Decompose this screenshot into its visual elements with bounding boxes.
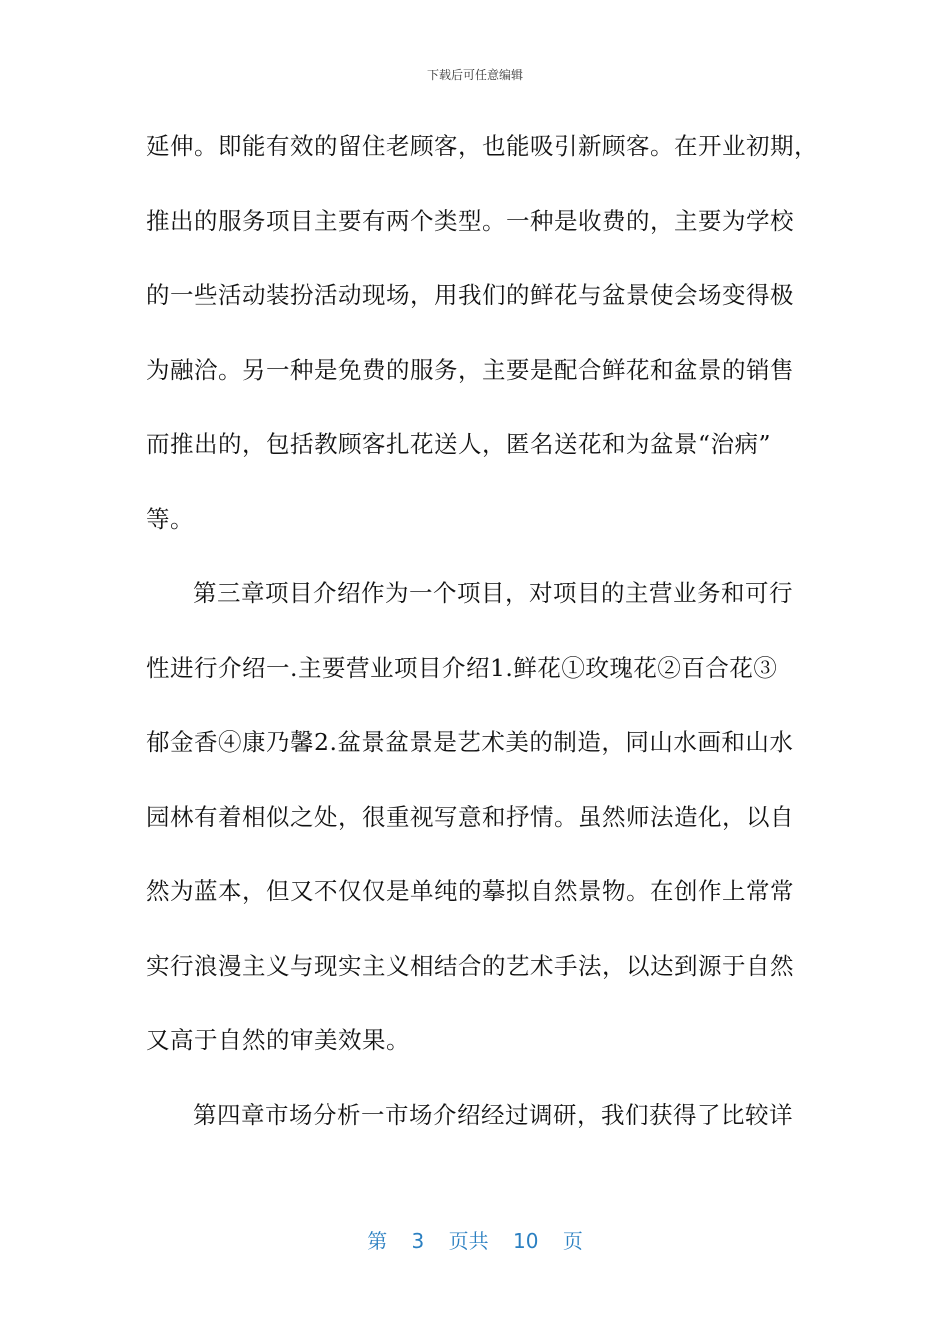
paragraph-start-chapter-3: 第三章项目介绍作为一个项目，对项目的主营业务和可行: [193, 579, 793, 607]
footer-prefix: 第: [367, 1229, 388, 1253]
text-line: 园林有着相似之处，很重视写意和抒情。虽然师法造化，以自: [146, 802, 794, 831]
text-line: 郁金香④康乃馨2.盆景盆景是艺术美的制造，同山水画和山水: [146, 728, 794, 756]
document-body: [146, 117, 818, 1160]
text-line: 的一些活动装扮活动现场，用我们的鲜花与盆景使会场变得极: [146, 281, 794, 309]
text-line: 延伸。即能有效的留住老顾客，也能吸引新顾客。在开业初期，: [146, 132, 818, 160]
text-line: 又高于自然的审美效果。: [146, 1026, 410, 1054]
footer-middle: 页共: [448, 1229, 489, 1253]
text-line: 然为蓝本，但又不仅仅是单纯的摹拟自然景物。在创作上常常: [146, 877, 794, 905]
page-header-note: 下载后可任意编辑: [426, 68, 523, 82]
text-line: 而推出的，包括教顾客扎花送人，匿名送花和为盆景“治病”: [146, 430, 772, 458]
paragraph-start-chapter-4: 第四章市场分析一市场介绍经过调研，我们获得了比较详: [193, 1100, 793, 1129]
text-line: 实行浪漫主义与现实主义相结合的艺术手法，以达到源于自然: [146, 951, 794, 980]
footer-total-pages: 10: [513, 1229, 539, 1253]
page-footer: [0, 1225, 950, 1254]
text-line: 等。: [146, 504, 194, 533]
text-line: 性进行介绍一.主要营业项目介绍1.鲜花①玫瑰花②百合花③: [146, 653, 778, 682]
text-line: 为融洽。另一种是免费的服务，主要是配合鲜花和盆景的销售: [146, 355, 794, 384]
text-line: 推出的服务项目主要有两个类型。一种是收费的，主要为学校: [146, 206, 794, 235]
footer-suffix: 页: [562, 1229, 583, 1253]
footer-current-page: 3: [411, 1229, 425, 1253]
